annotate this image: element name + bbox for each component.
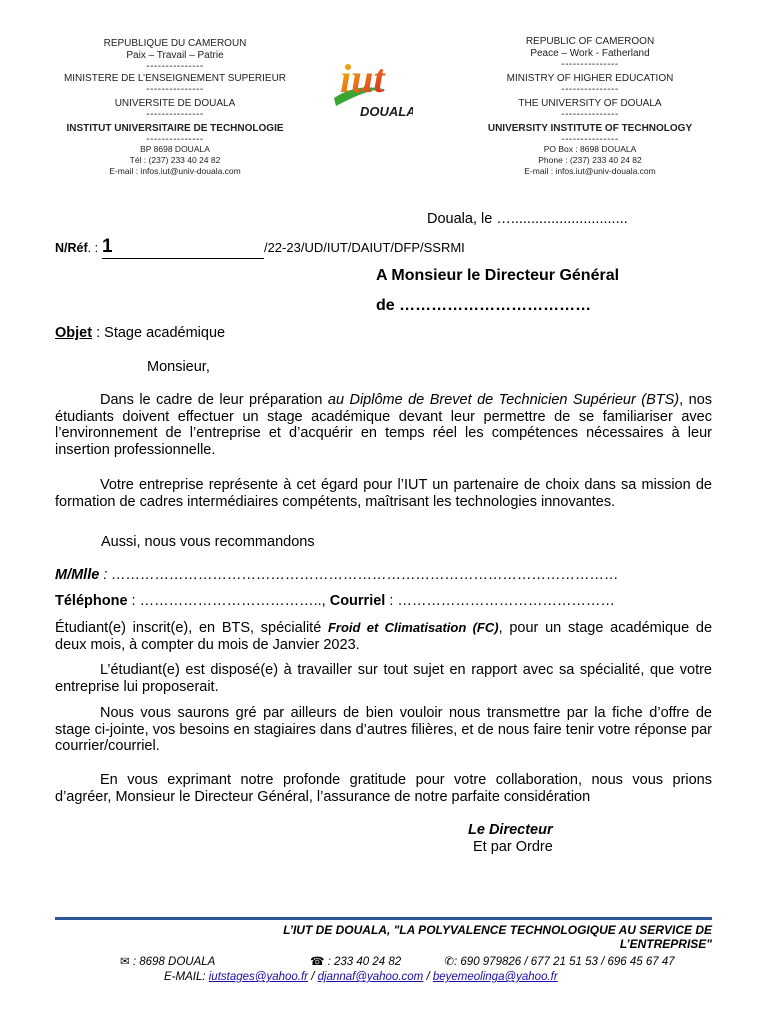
header-right-institute: UNIVERSITY INSTITUTE OF TECHNOLOGY — [487, 123, 693, 134]
logo-city-text: DOUALA — [360, 104, 413, 119]
email-link-djannaf[interactable]: djannaf@yahoo.com — [317, 971, 424, 983]
paragraph-student-end: , pour un stage académique de deux mois, à compter du mois de Janvier 2023. — [55, 620, 713, 653]
speciality-name: Froid et Climatisation (FC) — [327, 620, 499, 635]
signature-sub: Et par Ordre — [473, 839, 553, 855]
signature-title: Le Directeur — [468, 822, 553, 838]
mobile-phone-icon: ✆ — [444, 956, 455, 968]
salutation: Monsieur, — [147, 359, 210, 375]
header-right-box: PO Box : 8698 DOUALA — [543, 144, 637, 154]
phone-label: Téléphone — [55, 593, 128, 609]
paragraph-closing: En vous exprimant notre profonde gratitude pour votre collaboration, nous vous prions d’agréer, Monsieur le Directeur Général, l’assurance de notre parfaite considération — [55, 772, 712, 805]
header-left-email: E-mail : infos.iut@univ-douala.com — [109, 166, 241, 176]
reference-label: N/Réf — [55, 241, 88, 255]
paragraph-intro-end: , nos étudiants doivent effectuer un stage académique devant leur permettre de se familiariser avec l’environnement de l’entreprise et d’acquérir en temps réel les compétences nécessaires à leur insertion professionnelle. — [55, 392, 713, 458]
header-left — [50, 38, 300, 177]
header-right-motto: Peace – Work - Fatherland — [530, 48, 650, 59]
header-left-sep: --------------- — [146, 109, 204, 120]
footer-slogan — [55, 923, 712, 951]
header-right-phone: Phone : (237) 233 40 24 82 — [538, 155, 642, 165]
header-left-country: REPUBLIQUE DU CAMEROUN — [103, 38, 247, 49]
paragraph-intro — [55, 392, 712, 458]
student-name-line — [55, 567, 619, 584]
student-contact-line — [55, 593, 615, 610]
reference-number — [102, 236, 264, 259]
header-right-email: E-mail : infos.iut@univ-douala.com — [524, 166, 656, 176]
paragraph-availability: L’étudiant(e) est disposé(e) à travailler sur tout sujet en rapport avec sa spécialité, que votre entreprise lui proposerait. — [55, 662, 712, 695]
header-left-university: UNIVERSITE DE DOUALA — [114, 98, 236, 109]
paragraph-recommend: Aussi, nous vous recommandons — [101, 534, 315, 550]
header-left-institute: INSTITUT UNIVERSITAIRE DE TECHNOLOGIE — [66, 123, 284, 134]
email-link-beyemeolinga[interactable]: beyemeolinga@yahoo.fr — [432, 971, 558, 983]
paragraph-intro-start: Dans le cadre de leur préparation — [100, 392, 328, 408]
footer-slogan-line-1: L’IUT DE DOUALA, "LA POLYVALENCE TECHNOLOGIQUE AU SERVICE DE — [283, 923, 712, 937]
header-left-sep: --------------- — [146, 61, 204, 72]
footer-mobile: : 690 979826 / 677 21 51 53 / 696 45 67 47 — [454, 956, 675, 968]
student-name-label: M/Mlle — [55, 567, 100, 583]
iut-logo — [328, 48, 413, 120]
date-line: Douala, le …............................. — [427, 211, 628, 227]
header-right — [470, 36, 710, 177]
header-right-sep: --------------- — [561, 109, 619, 120]
email-label: Courriel — [329, 593, 386, 609]
paragraph-request: Nous vous saurons gré par ailleurs de bien vouloir nous transmettre par la fiche d’offre de stage ci-jointe, vos besoins en stagiaires dans d’autres filières, et de nous faire tenir votre réponse par courrier/courriel. — [55, 705, 712, 754]
object-label: Objet — [55, 325, 93, 341]
header-right-sep: --------------- — [561, 84, 619, 95]
reference-code: /22-23/UD/IUT/DAIUT/DFP/SSRMI — [263, 240, 465, 255]
email-separator: / — [423, 971, 433, 983]
footer-contacts — [120, 955, 712, 969]
paragraph-student — [55, 620, 712, 653]
header-left-sep: --------------- — [146, 84, 204, 95]
email-separator: / — [308, 971, 318, 983]
header-left-sep: --------------- — [146, 134, 204, 145]
header-left-ministry: MINISTERE DE L’ENSEIGNEMENT SUPERIEUR — [63, 73, 287, 84]
paragraph-partner: Votre entreprise représente à cet égard pour l’IUT un partenaire de choix dans sa mission de formation de cadres intermédiaires compétents, maîtrisant les technologies innovantes. — [55, 477, 712, 510]
diploma-name: au Diplôme de Brevet de Technicien Supérieur (BTS) — [327, 392, 680, 408]
footer-divider — [55, 917, 712, 920]
logo-iut-text: iut — [340, 56, 385, 101]
email-field: : ……………………………………… — [385, 593, 615, 609]
object-line — [55, 325, 225, 342]
header-left-box: BP 8698 DOUALA — [140, 144, 210, 154]
header-left-phone: Tél : (237) 233 40 24 82 — [129, 155, 221, 165]
object-value: : Stage académique — [92, 325, 226, 341]
header-right-sep: --------------- — [561, 134, 619, 145]
student-name-field: : …………………………………………………………………………………………… — [99, 567, 619, 583]
reference-line — [55, 236, 465, 259]
phone-field: : ……………………………….., — [127, 593, 330, 609]
email-link-iutstages[interactable]: iutstages@yahoo.fr — [208, 971, 309, 983]
paragraph-student-start: Étudiant(e) inscrit(e), en BTS, spécialité — [55, 620, 328, 636]
recipient-line-2: de ……………………………… — [376, 297, 592, 314]
header-right-sep: --------------- — [561, 59, 619, 70]
footer-box: : 8698 DOUALA — [132, 956, 215, 968]
reference-colon: . : — [87, 241, 99, 255]
recipient-line-1: A Monsieur le Directeur Général — [376, 267, 620, 284]
reference-number-value: 1 — [101, 236, 113, 257]
header-right-university: THE UNIVERSITY OF DOUALA — [518, 98, 662, 109]
footer-emails — [164, 970, 558, 984]
header-right-country: REPUBLIC OF CAMEROON — [525, 36, 655, 47]
envelope-icon: ✉ — [120, 956, 130, 968]
footer-email-label: E-MAIL: — [164, 971, 206, 983]
iut-logo-graphic — [328, 48, 413, 120]
header-left-motto: Paix – Travail – Patrie — [126, 50, 224, 61]
header-right-ministry: MINISTRY OF HIGHER EDUCATION — [506, 73, 674, 84]
telephone-icon: ☎ — [310, 956, 325, 968]
footer-tel: : 233 40 24 82 — [327, 956, 402, 968]
footer-slogan-line-2: L’ENTREPRISE" — [619, 937, 712, 951]
